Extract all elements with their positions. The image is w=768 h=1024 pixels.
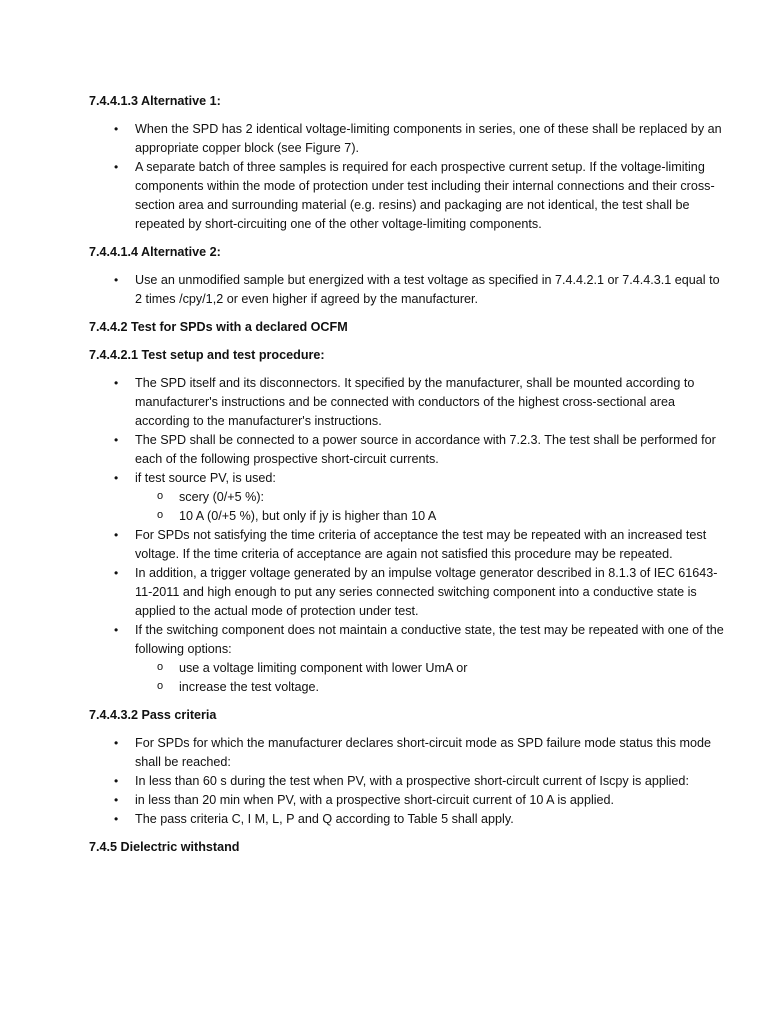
list-item (89, 469, 725, 526)
sub-list (135, 488, 725, 526)
heading-test-setup: 7.4.4.2.1 Test setup and test procedure: (89, 348, 325, 362)
list-item: • In addition, a trigger voltage generated by an impulse voltage generator described in 8.1.3 of IEC 61643-11-2011 and high enough to put any series connected switching component into a conductive state is applied to the actual mode of protection under test. (89, 564, 725, 621)
list-item (89, 621, 725, 697)
list-item-text: If the switching component does not maintain a conductive state, the test may be repeated with one of the following options: (135, 623, 724, 656)
list-item: • When the SPD has 2 identical voltage-limiting components in series, one of these shall be replaced by an appropriate copper block (see Figure 7). (89, 120, 725, 158)
sub-list-item: o scery (0/+5 %): (135, 488, 725, 507)
heading-alternative-1: 7.4.4.1.3 Alternative 1: (89, 94, 221, 108)
list-item: • The pass criteria C, I M, L, P and Q according to Table 5 shall apply. (89, 810, 725, 829)
list-item-text: if test source PV, is used: (135, 471, 276, 485)
sub-list-item: o use a voltage limiting component with lower UmA or (135, 659, 725, 678)
heading-test-ocfm: 7.4.4.2 Test for SPDs with a declared OCFM (89, 320, 348, 334)
heading-dielectric-withstand: 7.4.5 Dielectric withstand (89, 840, 240, 854)
list-item: • in less than 20 min when PV, with a prospective short-circuit current of 10 A is applied. (89, 791, 725, 810)
list-item: • The SPD shall be connected to a power source in accordance with 7.2.3. The test shall be performed for each of the following prospective short-circuit currents. (89, 431, 725, 469)
list-alternative-1 (89, 120, 722, 234)
list-alternative-2 (89, 271, 720, 309)
list-item: • Use an unmodified sample but energized with a test voltage as specified in 7.4.4.2.1 or 7.4.4.3.1 equal to 2 times /cpy/1,2 or even higher if agreed by the manufacturer. (89, 271, 725, 309)
list-test-setup (89, 374, 724, 697)
sub-list-item: o 10 A (0/+5 %), but only if jy is higher than 10 A (135, 507, 725, 526)
heading-pass-criteria: 7.4.4.3.2 Pass criteria (89, 708, 217, 722)
list-item: • For SPDs not satisfying the time criteria of acceptance the test may be repeated with an increased test voltage. If the time criteria of acceptance are again not satisfied this procedure may be repeated. (89, 526, 725, 564)
heading-alternative-2: 7.4.4.1.4 Alternative 2: (89, 245, 221, 259)
sub-list (135, 659, 725, 697)
list-item: • For SPDs for which the manufacturer declares short-circuit mode as SPD failure mode status this mode shall be reached: (89, 734, 725, 772)
list-item: • The SPD itself and its disconnectors. It specified by the manufacturer, shall be mounted according to manufacturer's instructions and be connected with conductors of the highest cross-sectional area according to the manufacturer's instructions. (89, 374, 725, 431)
list-item: • A separate batch of three samples is required for each prospective current setup. If the voltage-limiting components within the mode of protection under test including their internal connections and their cross-section area and surrounding material (e.g. resins) and packaging are not identical, the test shall be repeated by short-circuiting one of the other voltage-limiting components. (89, 158, 725, 234)
list-item: • In less than 60 s during the test when PV, with a prospective short-circult current of Iscpy is applied: (89, 772, 725, 791)
list-pass-criteria (89, 734, 712, 829)
sub-list-item: o increase the test voltage. (135, 678, 725, 697)
